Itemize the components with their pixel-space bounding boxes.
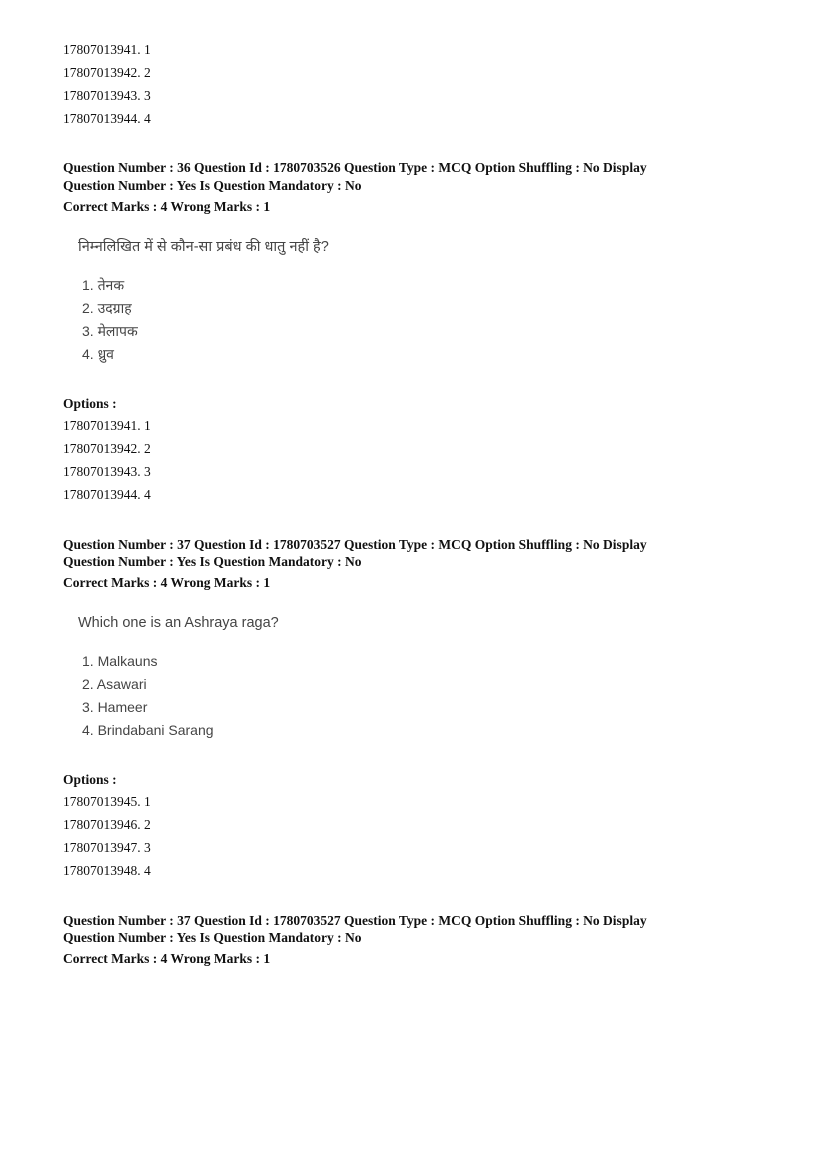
- option-line: 17807013945. 1: [63, 794, 151, 809]
- question-choice: 3. मेलापक: [82, 323, 138, 339]
- option-line: 17807013942. 2: [63, 65, 151, 80]
- question-meta-line1: Question Number : 37 Question Id : 1780703527 Question Type : MCQ Option Shuffling : No Display: [63, 537, 647, 552]
- option-line: 17807013942. 2: [63, 441, 151, 456]
- question-text: निम्नलिखित में से कौन-सा प्रबंध की धातु नहीं है?: [78, 239, 329, 255]
- question-choice: 4. ध्रुव: [82, 346, 114, 362]
- option-line: 17807013943. 3: [63, 464, 151, 479]
- option-line: 17807013946. 2: [63, 817, 151, 832]
- option-line: 17807013948. 4: [63, 863, 151, 878]
- option-line: 17807013941. 1: [63, 418, 151, 433]
- option-line: 17807013943. 3: [63, 88, 151, 103]
- option-line: 17807013941. 1: [63, 42, 151, 57]
- question-marks: Correct Marks : 4 Wrong Marks : 1: [63, 951, 271, 966]
- option-line: 17807013947. 3: [63, 840, 151, 855]
- options-label: Options :: [63, 772, 117, 787]
- question-meta-line1: Question Number : 37 Question Id : 1780703527 Question Type : MCQ Option Shuffling : No Display: [63, 913, 647, 928]
- question-meta-line1: Question Number : 36 Question Id : 1780703526 Question Type : MCQ Option Shuffling : No Display: [63, 160, 647, 175]
- question-meta-line2: Question Number : Yes Is Question Mandatory : No: [63, 554, 362, 569]
- question-marks: Correct Marks : 4 Wrong Marks : 1: [63, 575, 271, 590]
- option-line: 17807013944. 4: [63, 111, 151, 126]
- question-meta-line2: Question Number : Yes Is Question Mandatory : No: [63, 178, 362, 193]
- question-choice: 1. Malkauns: [82, 653, 158, 669]
- question-choice: 2. Asawari: [82, 676, 147, 692]
- question-choice: 2. उदग्राह: [82, 300, 132, 316]
- question-marks: Correct Marks : 4 Wrong Marks : 1: [63, 199, 271, 214]
- question-image: [78, 236, 329, 362]
- question-choice: 4. Brindabani Sarang: [82, 722, 214, 738]
- question-image: [78, 615, 279, 738]
- question-text: Which one is an Ashraya raga?: [78, 615, 279, 631]
- options-label: Options :: [63, 396, 117, 411]
- question-choice: 3. Hameer: [82, 699, 148, 715]
- question-choice: 1. तेनक: [82, 277, 125, 293]
- option-line: 17807013944. 4: [63, 487, 151, 502]
- question-meta-line2: Question Number : Yes Is Question Mandatory : No: [63, 930, 362, 945]
